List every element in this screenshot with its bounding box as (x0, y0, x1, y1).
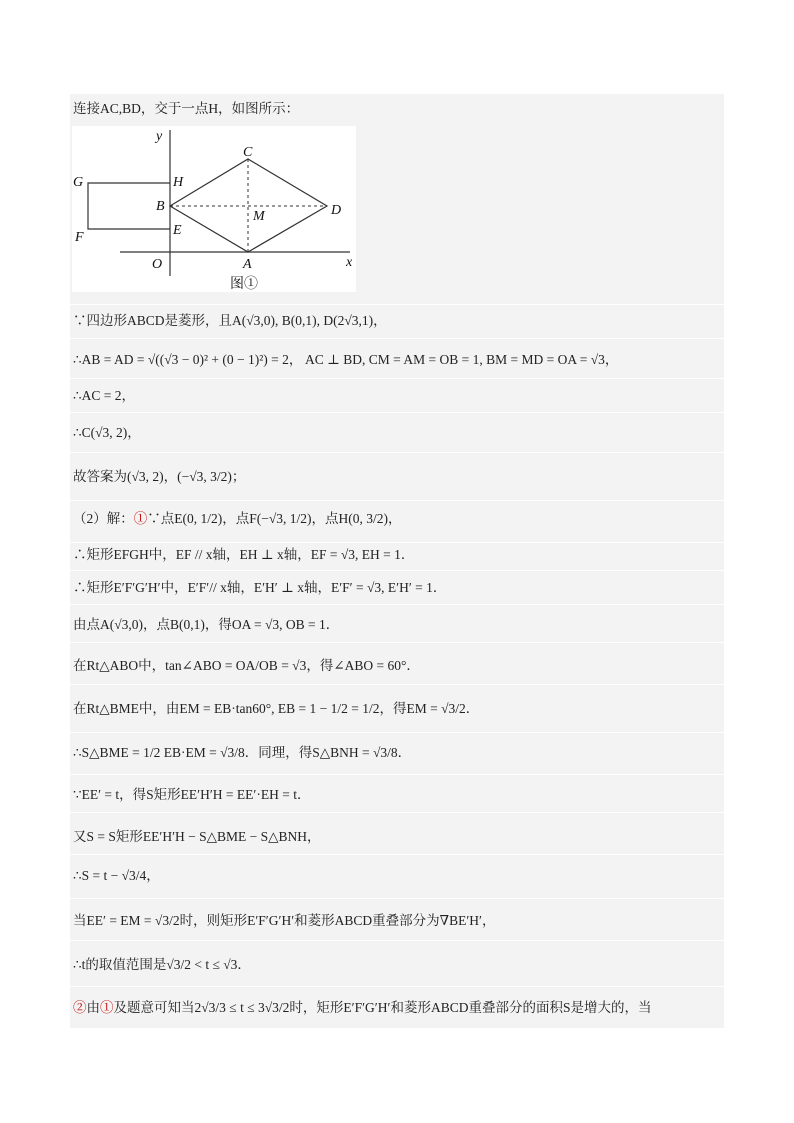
circled-two: ② (73, 1000, 87, 1015)
label-m: M (253, 209, 265, 224)
text-line-10: 由点A(√3,0)，点B(0,1)，得OA = √3, OB = 1． (73, 617, 340, 632)
label-f: F (75, 230, 84, 245)
divider (70, 412, 724, 413)
label-y: y (156, 129, 163, 144)
label-g: G (73, 175, 84, 190)
text-line-13: ∴S△BME = 1/2 EB·EM = √3/8．同理，得S△BNH = √3/8． (73, 745, 412, 760)
divider (70, 854, 724, 855)
text-line-16: ∴S = t − √3/4， (73, 868, 160, 883)
divider (70, 642, 724, 643)
part-2-label: （2）解： (73, 511, 134, 526)
divider (70, 940, 724, 941)
figure-caption: 图① (230, 277, 258, 292)
text-line-9: ∴矩形E′F′G′H′中，E′F′// x轴，E′H′ ⊥ x轴，E′F′ = √3, E′H′ = 1． (73, 580, 447, 595)
divider (70, 570, 724, 571)
text-line-5: ∴C(√3, 2)， (73, 425, 141, 440)
divider (70, 452, 724, 453)
text-line-17: 当EE′ = EM = √3/2时，则矩形E′F′G′H′和菱形ABCD重叠部分为∇BE′H′， (73, 913, 496, 928)
circled-one-ref: ① (100, 1000, 114, 1015)
divider (70, 774, 724, 775)
label-h: H (173, 175, 184, 190)
solution-panel (70, 94, 724, 1028)
label-d: D (331, 203, 342, 218)
label-b: B (156, 199, 165, 214)
divider (70, 812, 724, 813)
text-line-1: 连接AC,BD，交于一点H，如图所示： (73, 101, 300, 116)
text-line-19 (73, 999, 651, 1017)
divider (70, 986, 724, 987)
label-e: E (173, 223, 182, 238)
divider (70, 732, 724, 733)
text-line-2: ∵四边形ABCD是菱形，且A(√3,0), B(0,1), D(2√3,1)， (73, 313, 387, 328)
text-line-19-part: 由 (86, 1000, 100, 1015)
circled-one: ① (133, 511, 148, 526)
text-line-14: ∵EE′ = t，得S矩形EE′H′H = EE′·EH = t． (73, 787, 311, 802)
label-o: O (152, 257, 163, 272)
text-line-12: 在Rt△BME中，由EM = EB·tan60°, EB = 1 − 1/2 = 1/2，得EM = √3/2． (73, 701, 480, 716)
text-line-6: 故答案为(√3, 2)，(−√3, 3/2)； (73, 469, 246, 484)
divider (70, 500, 724, 501)
divider (70, 898, 724, 899)
divider (70, 684, 724, 685)
text-line-7 (73, 510, 402, 528)
text-line-11: 在Rt△ABO中，tan∠ABO = OA/OB = √3，得∠ABO = 60°． (73, 658, 420, 673)
divider (70, 338, 724, 339)
divider (70, 604, 724, 605)
label-c: C (243, 145, 253, 160)
text-line-8: ∴矩形EFGH中，EF // x轴，EH ⊥ x轴，EF = √3, EH = 1． (73, 547, 415, 562)
text-line-18: ∴t的取值范围是√3/2 < t ≤ √3． (73, 957, 251, 972)
text-line-4: ∴AC = 2， (73, 388, 135, 403)
label-x: x (346, 255, 353, 270)
divider (70, 304, 724, 305)
text-line-19-rest: 及题意可知当2√3/3 ≤ t ≤ 3√3/2时，矩形E′F′G′H′和菱形ABCD重叠部分的面积S是增大的，当 (113, 1000, 652, 1015)
divider (70, 542, 724, 543)
divider (70, 378, 724, 379)
text-line-3: ∴AB = AD = √((√3 − 0)² + (0 − 1)²) = 2， AC ⊥ BD, CM = AM = OB = 1, BM = MD = OA = √3， (73, 352, 619, 367)
geometry-diagram (72, 126, 356, 292)
text-line-7-rest: ∵点E(0, 1/2)，点F(−√3, 1/2)，点H(0, 3/2)， (147, 511, 402, 526)
label-a: A (243, 257, 252, 272)
text-line-15: 又S = S矩形EE′H′H − S△BME − S△BNH， (73, 829, 321, 844)
figure-1 (72, 126, 356, 292)
